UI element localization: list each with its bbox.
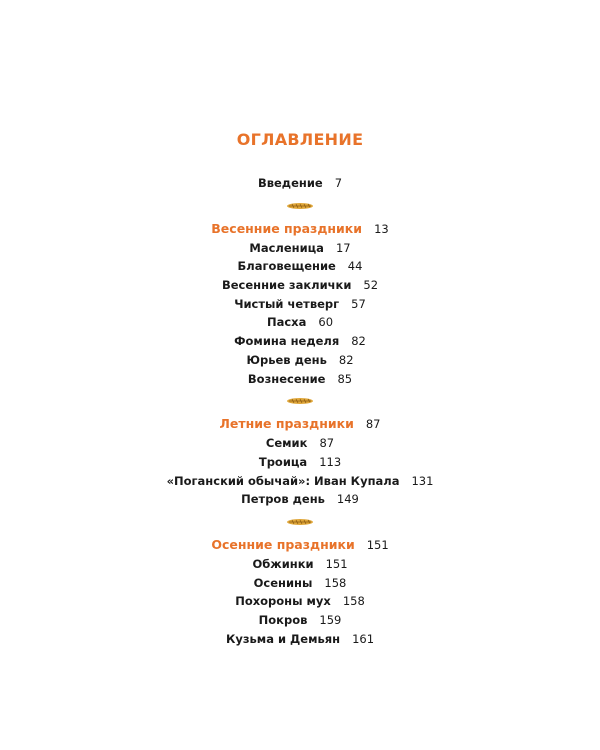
toc-section-spring[interactable] — [0, 219, 600, 239]
wheat-ear-icon — [286, 202, 314, 210]
toc-entry-name: Покров — [258, 613, 308, 627]
toc-entry[interactable] — [0, 239, 600, 258]
toc-section-autumn[interactable] — [0, 535, 600, 555]
toc-entry-page: 87 — [319, 436, 335, 451]
toc-entry-name: Вознесение — [247, 371, 326, 386]
toc-section-summer[interactable] — [0, 414, 600, 434]
toc-entry-name: Обжинки — [252, 556, 314, 571]
toc-entry[interactable] — [0, 453, 600, 472]
toc-entry-name: Весенние заклички — [221, 278, 352, 293]
toc-entry[interactable] — [0, 592, 600, 611]
toc-entry-name: Семик — [265, 436, 308, 451]
toc-entry[interactable] — [0, 574, 600, 593]
toc-entry-page: 7 — [334, 176, 343, 190]
ornament-divider — [0, 388, 600, 414]
toc-entry-name: Пасха — [266, 315, 307, 330]
section-name: Весенние праздники — [211, 220, 363, 236]
toc-entry-page: 17 — [335, 240, 351, 255]
toc-entry-name: «Поганский обычай»: Иван Купала — [166, 473, 400, 488]
toc-entry-page: 113 — [319, 454, 342, 469]
toc-entry-name: Похороны мух — [235, 594, 331, 609]
section-name: Летние праздники — [219, 416, 354, 432]
toc-entry[interactable] — [0, 630, 600, 649]
toc-entry-page: 82 — [351, 334, 366, 349]
toc-entry-page: 149 — [336, 492, 359, 507]
toc-entry[interactable] — [0, 555, 600, 574]
toc-entry[interactable] — [0, 434, 600, 453]
toc-entry-name: Введение — [257, 176, 323, 190]
toc-entry[interactable] — [0, 370, 600, 389]
section-name: Осенние праздники — [211, 536, 355, 552]
toc-entry-page: 60 — [318, 315, 334, 330]
wheat-ear-icon — [286, 518, 314, 526]
toc-entry-name: Фомина неделя — [234, 334, 340, 349]
toc-entry-name: Осенины — [253, 575, 313, 590]
toc-entry[interactable] — [0, 351, 600, 370]
toc-entry-name: Петров день — [241, 492, 325, 507]
toc-entry-page: 159 — [319, 613, 342, 627]
page-title: ОГЛАВЛЕНИЕ — [236, 130, 364, 149]
toc-entry-name: Кузьма и Демьян — [225, 631, 341, 646]
table-of-contents — [0, 174, 600, 648]
toc-entry-page: 82 — [338, 352, 354, 367]
toc-entry-page: 161 — [352, 631, 375, 646]
toc-entry-page: 44 — [347, 259, 363, 274]
section-page: 151 — [366, 537, 389, 552]
toc-entry-name: Чистый четверг — [234, 296, 340, 311]
section-page: 13 — [374, 221, 389, 236]
toc-entry[interactable] — [0, 472, 600, 491]
toc-entry[interactable] — [0, 257, 600, 276]
toc-entry-intro[interactable] — [0, 174, 600, 193]
ornament-divider — [0, 509, 600, 535]
toc-entry-name: Масленица — [249, 240, 324, 255]
toc-entry[interactable] — [0, 611, 600, 630]
toc-entry-page: 158 — [342, 594, 365, 609]
toc-entry-page: 52 — [363, 278, 379, 293]
toc-entry-page: 85 — [337, 371, 353, 386]
toc-entry[interactable] — [0, 276, 600, 295]
toc-entry-page: 57 — [351, 296, 366, 311]
toc-entry-page: 131 — [411, 473, 434, 488]
toc-entry-name: Троица — [258, 454, 308, 469]
toc-entry[interactable] — [0, 332, 600, 351]
toc-entry[interactable] — [0, 295, 600, 314]
toc-entry-name: Благовещение — [237, 259, 336, 274]
toc-entry-page: 158 — [324, 575, 347, 590]
ornament-divider — [0, 193, 600, 219]
wheat-ear-icon — [286, 397, 314, 405]
toc-entry-page: 151 — [325, 556, 348, 571]
toc-entry-name: Юрьев день — [246, 352, 327, 367]
toc-entry[interactable] — [0, 490, 600, 509]
section-page: 87 — [365, 417, 381, 432]
toc-entry[interactable] — [0, 313, 600, 332]
